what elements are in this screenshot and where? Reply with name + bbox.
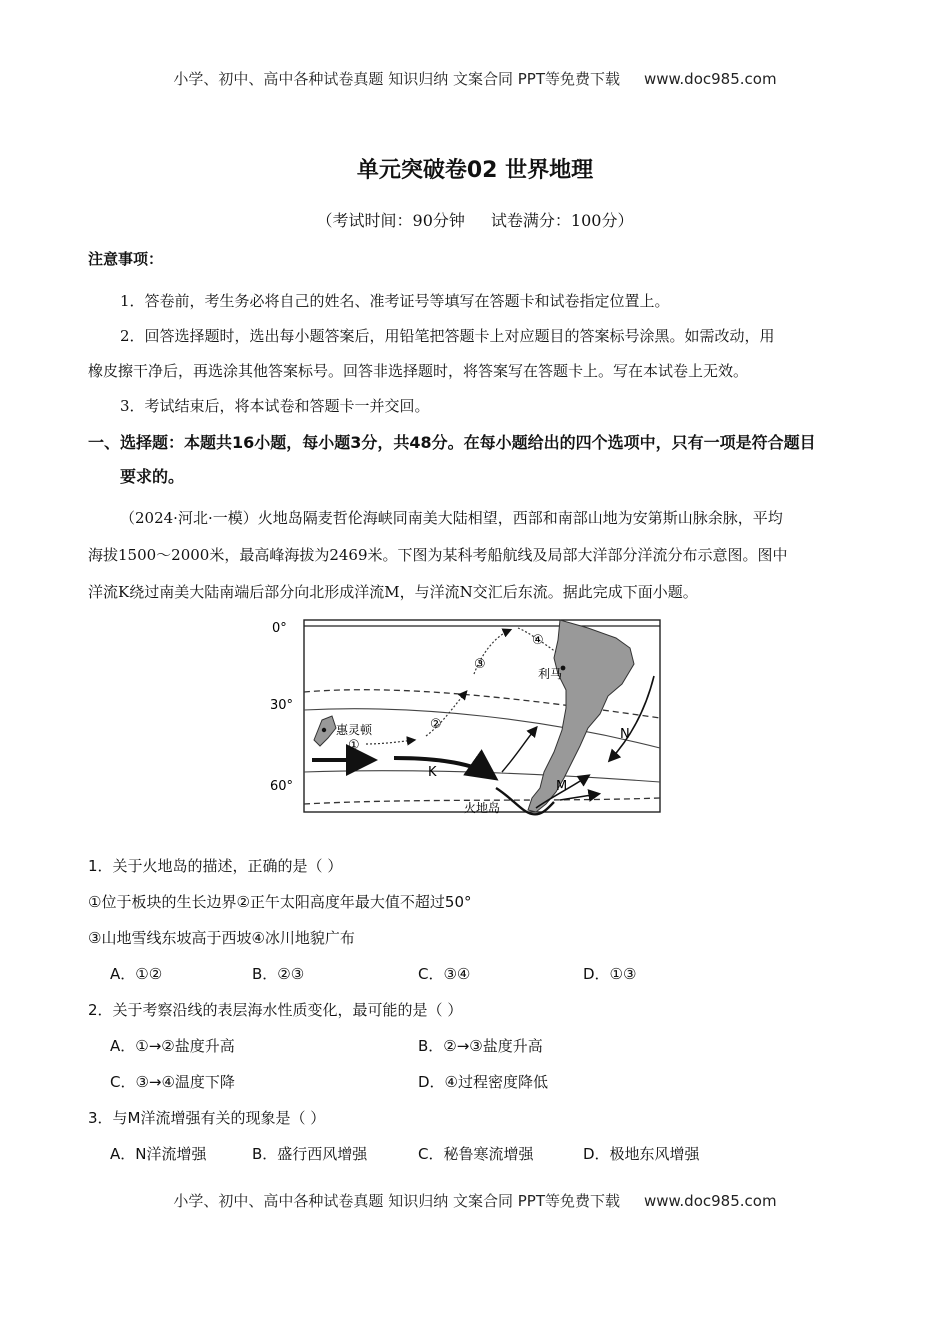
notes-heading: 注意事项： xyxy=(88,250,164,268)
n-current-label: N xyxy=(620,727,630,742)
full-score: 试卷满分：100分） xyxy=(490,211,634,230)
note-1: 1．答卷前，考生务必将自己的姓名、准考证号等填写在答题卡和试卷指定位置上。 xyxy=(120,292,670,310)
intro-line-3: 洋流K绕过南美大陆南端后部分向北形成洋流M，与洋流N交汇后东流。据此完成下面小题。 xyxy=(88,583,698,601)
station-2: ② xyxy=(430,717,442,732)
q3-option-a[interactable]: A．N洋流增强 xyxy=(110,1145,207,1163)
page-footer xyxy=(0,1190,950,1211)
q1-statements-2: ③山地雪线东坡高于西坡④冰川地貌广布 xyxy=(88,929,355,947)
note-3: 3．考试结束后，将本试卷和答题卡一并交回。 xyxy=(120,397,430,415)
intro-line-1: （2024·河北·一模）火地岛隔麦哲伦海峡同南美大陆相望，西部和南部山地为安第斯山脉余脉，平均 xyxy=(120,509,783,527)
header-text: 小学、初中、高中各种试卷真题 知识归纳 文案合同 PPT等免费下载 xyxy=(173,70,620,88)
exam-info xyxy=(0,208,950,231)
section-heading: 一、选择题：本题共16小题，每小题3分，共48分。在每小题给出的四个选项中，只有一项是符合题目 xyxy=(88,433,816,452)
q2-option-a[interactable]: A．①→②盐度升高 xyxy=(110,1037,235,1055)
footer-url[interactable]: www.doc985.com xyxy=(643,1192,777,1210)
q1-statements-1: ①位于板块的生长边界②正午太阳高度年最大值不超过50° xyxy=(88,893,472,911)
wellington-label: 惠灵顿 xyxy=(336,723,373,737)
q3-option-d[interactable]: D．极地东风增强 xyxy=(583,1145,700,1163)
station-4: ④ xyxy=(532,633,544,648)
station-1: ① xyxy=(348,738,360,753)
page-title: 单元突破卷02 世界地理 xyxy=(356,158,594,183)
q1-stem: 1．关于火地岛的描述，正确的是（ ） xyxy=(88,857,343,875)
q2-option-c[interactable]: C．③→④温度下降 xyxy=(110,1073,235,1091)
intro-line-2: 海拔1500～2000米，最高峰海拔为2469米。下图为某科考船航线及局部大洋部分洋流分布示意图。图中 xyxy=(88,546,788,564)
q2-stem: 2．关于考察沿线的表层海水性质变化，最可能的是（ ） xyxy=(88,1001,463,1019)
q1-option-a[interactable]: A．①② xyxy=(110,965,163,983)
q1-option-d[interactable]: D．①③ xyxy=(583,965,637,983)
lat-30-label: 30° xyxy=(270,698,294,713)
lat-60-label: 60° xyxy=(270,779,294,794)
q3-stem: 3．与M洋流增强有关的现象是（ ） xyxy=(88,1109,326,1127)
lat-0-label: 0° xyxy=(272,621,287,636)
exam-time: （考试时间：90分钟 xyxy=(316,211,465,230)
q2-option-d[interactable]: D．④过程密度降低 xyxy=(418,1073,548,1091)
q1-option-c[interactable]: C．③④ xyxy=(418,965,471,983)
lima-label: 利马 xyxy=(538,667,563,681)
fuego-label: 火地岛 xyxy=(464,801,501,815)
q2-option-b[interactable]: B．②→③盐度升高 xyxy=(418,1037,543,1055)
note-2-line1: 2．回答选择题时，选出每小题答案后，用铅笔把答题卡上对应题目的答案标号涂黑。如需改动，用 xyxy=(120,327,775,345)
q1-option-b[interactable]: B．②③ xyxy=(252,965,305,983)
ocean-current-map xyxy=(270,612,670,822)
section-heading-cont: 要求的。 xyxy=(120,467,185,486)
q3-option-b[interactable]: B．盛行西风增强 xyxy=(252,1145,368,1163)
station-3: ③ xyxy=(474,657,486,672)
k-current-label: K xyxy=(428,765,437,780)
wellington-dot xyxy=(322,728,326,732)
note-2-line2: 橡皮擦干净后，再选涂其他答案标号。回答非选择题时，将答案写在答题卡上。写在本试卷上无效。 xyxy=(88,362,749,380)
header-url[interactable]: www.doc985.com xyxy=(643,70,777,88)
page-header xyxy=(0,68,950,89)
footer-text: 小学、初中、高中各种试卷真题 知识归纳 文案合同 PPT等免费下载 xyxy=(173,1192,620,1210)
m-current-label: M xyxy=(556,779,568,794)
q3-option-c[interactable]: C．秘鲁寒流增强 xyxy=(418,1145,534,1163)
